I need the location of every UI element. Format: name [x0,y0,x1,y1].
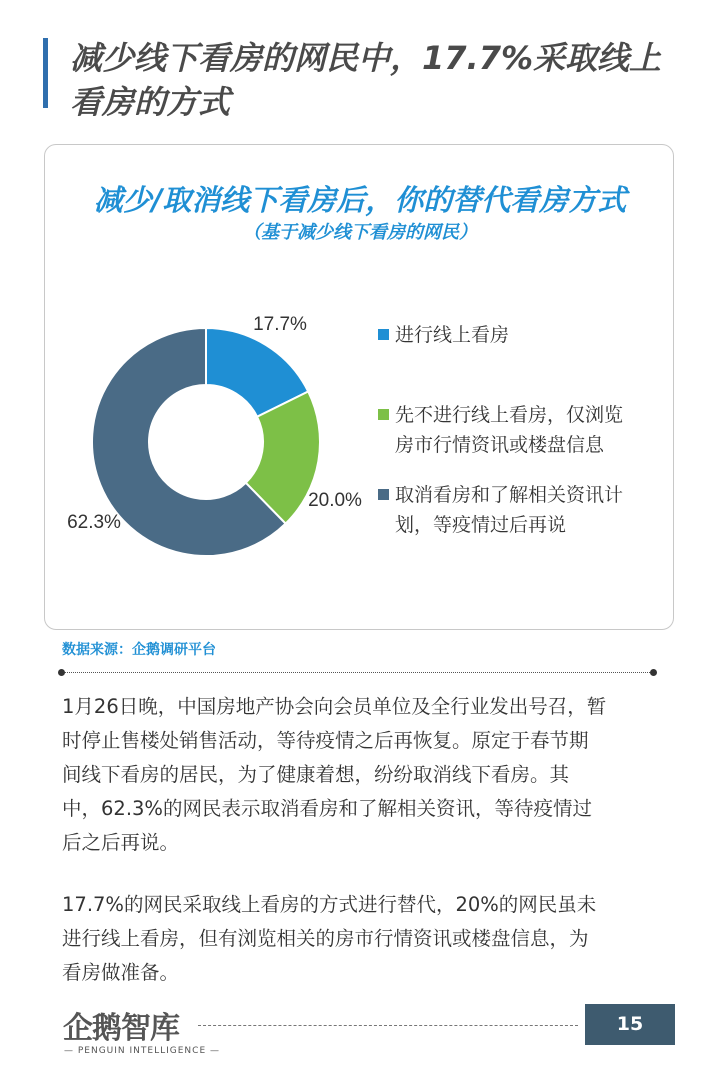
paragraph-line: 间线下看房的居民，为了健康着想，纷纷取消线下看房。其 [62,763,570,786]
paragraph-line: 中，62.3%的网民表示取消看房和了解相关资讯，等待疫情过 [62,797,592,820]
body-paragraph-1 [62,690,662,860]
chart-title: 减少/取消线下看房后，你的替代看房方式 [93,183,627,217]
footer-dashed-line [198,1025,578,1026]
legend-swatch-browse [378,409,389,420]
chart-subtitle: （基于减少线下看房的网民） [243,222,477,243]
legend-label-line: 划，等疫情过后再说 [395,514,567,536]
logo-wordmark: 企鹅智库 [63,1011,179,1046]
legend-label-line: 进行线上看房 [395,324,510,346]
legend-label-line: 取消看房和了解相关资讯计 [395,484,624,506]
divider-dot-left [58,669,65,676]
paragraph-line: 后之后再说。 [62,831,180,854]
divider-dot-right [650,669,657,676]
legend-label-line: 房市行情资讯或楼盘信息 [395,434,605,456]
data-label-online: 17.7% [253,314,307,335]
legend-item-browse [378,400,668,460]
legend-swatch-online [378,329,389,340]
legend-item-online [378,320,668,350]
data-source: 数据来源：企鹅调研平台 [62,642,216,658]
legend-label-line: 先不进行线上看房，仅浏览 [395,404,624,426]
data-label-cancel: 62.3% [67,512,121,533]
paragraph-line: 时停止售楼处销售活动，等待疫情之后再恢复。原定于春节期 [62,729,589,752]
paragraph-line: 17.7%的网民采取线上看房的方式进行替代，20%的网民虽未 [62,893,597,916]
paragraph-line: 进行线上看房，但有浏览相关的房市行情资讯或楼盘信息，为 [62,927,589,950]
paragraph-line: 看房做准备。 [62,961,180,984]
legend-item-cancel [378,480,668,540]
legend-swatch-cancel [378,489,389,500]
paragraph-line: 1月26日晚，中国房地产协会向会员单位及全行业发出号召，暂 [62,695,607,718]
section-divider [62,672,654,673]
data-label-browse: 20.0% [308,490,362,511]
page-number: 15 [585,1004,675,1045]
body-paragraph-2 [62,888,662,990]
page-title: 减少线下看房的网民中，17.7%采取线上看房的方式 [70,39,662,121]
logo-subtext: — PENGUIN INTELLIGENCE — [64,1046,220,1056]
